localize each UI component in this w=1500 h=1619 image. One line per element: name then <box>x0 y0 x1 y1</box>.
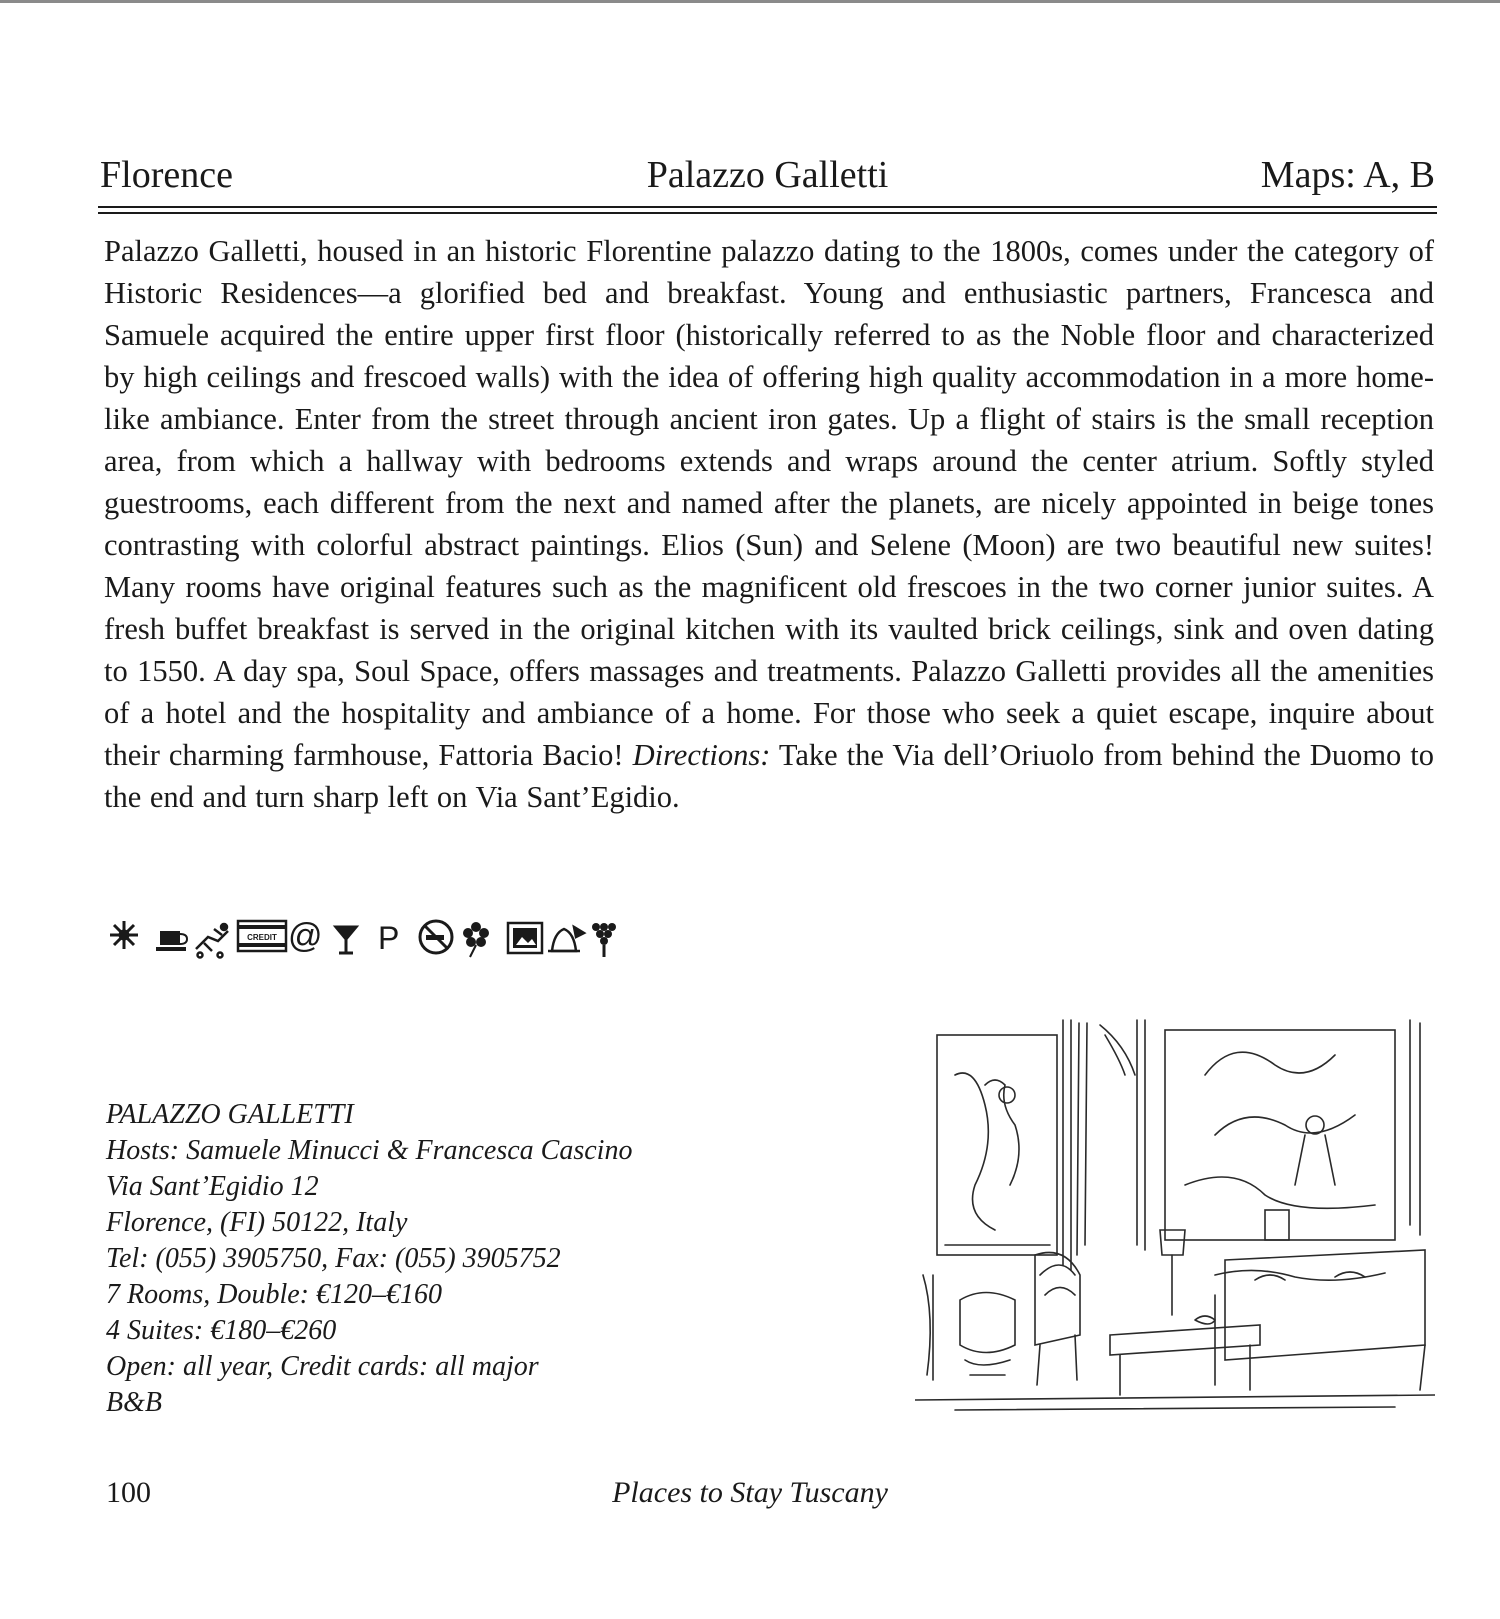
page-header <box>100 150 1435 200</box>
address-phone: Tel: (055) 3905750, Fax: (055) 3905752 <box>106 1243 561 1274</box>
framed-picture-icon <box>508 923 542 953</box>
directions-text: Take the Via dell’Oriuolo from behind the Duomo to the end and turn sharp left on Via Sant’Egidio. <box>104 738 1435 814</box>
page-number: 100 <box>106 1476 151 1509</box>
book-title: Places to Stay Tuscany <box>612 1476 888 1509</box>
address-rooms: 7 Rooms, Double: €120–€160 <box>106 1279 442 1310</box>
address-street: Via Sant’Egidio 12 <box>106 1171 319 1202</box>
massage-icon <box>196 924 228 958</box>
address-name: PALAZZO GALLETTI <box>106 1099 354 1130</box>
address-city: Florence, (FI) 50122, Italy <box>106 1207 408 1238</box>
address-block <box>106 1097 806 1421</box>
cocktail-glass-icon <box>336 927 356 953</box>
credit-card-icon <box>238 921 286 951</box>
bell-icon <box>548 927 584 951</box>
hotel-name-heading: Palazzo Galletti <box>646 154 889 196</box>
region-heading: Florence <box>100 154 233 196</box>
header-rule-top <box>98 206 1437 208</box>
header-rule-bottom <box>98 212 1437 214</box>
coffee-cup-icon <box>156 931 187 951</box>
description-main: Palazzo Galletti, housed in an historic Florentine palazzo dating to the 1800s, comes under the category of Historic Residences—a glorified bed and breakfast. Young and enthusiastic partners, Francesca and Samuele acquired the entire upper first floor (historically referred to as the Noble floor and characterized by high ceilings and frescoed walls) with the idea of offering high quality accommodation in a more home-like ambiance. Enter from the street through ancient iron gates. Up a flight of stairs is the small reception area, from which a hallway with bedrooms extends and wraps around the center atrium. Softly styled guestrooms, each different from the next and named after the planets, are nicely appointed in beige tones contrasting with colorful abstract paintings. Elios (Sun) and Selene (Moon) are two beautiful new suites! Many rooms have original features such as the magnificent old frescoes in the two corner junior suites. A fresh buffet breakfast is served in the original kitchen with its vaulted brick ceilings, sink and oven dating to 1550. A day spa, Soul Space, offers massages and treatments. Palazzo Galletti provides all the amenities of a hotel and the hospitality and ambiance of a home. For those who seek a quiet escape, inquire about their charming farmhouse, Fattoria Bacio! <box>104 234 1434 772</box>
maps-reference: Maps: A, B <box>1260 154 1435 196</box>
parking-glyph: P <box>378 920 400 956</box>
description-paragraph <box>104 230 1434 818</box>
top-edge-line <box>0 0 1500 3</box>
room-illustration <box>915 1015 1435 1440</box>
amenity-icons-strip <box>106 915 706 959</box>
address-open: Open: all year, Credit cards: all major <box>106 1351 539 1382</box>
flower-icon <box>463 922 489 957</box>
grapes-icon <box>592 923 616 957</box>
credit-card-label: CREDIT <box>247 933 277 942</box>
address-suites: 4 Suites: €180–€260 <box>106 1315 337 1346</box>
at-sign-glyph: @ <box>288 917 323 955</box>
address-hosts: Hosts: Samuele Minucci & Francesca Cascino <box>106 1135 633 1166</box>
no-smoking-icon <box>420 921 452 953</box>
snowflake-icon <box>110 921 138 949</box>
address-type: B&B <box>106 1387 162 1418</box>
at-sign-icon <box>288 917 323 955</box>
parking-icon <box>378 920 399 956</box>
amenity-icons <box>106 915 706 959</box>
directions-label: Directions: <box>632 738 771 772</box>
